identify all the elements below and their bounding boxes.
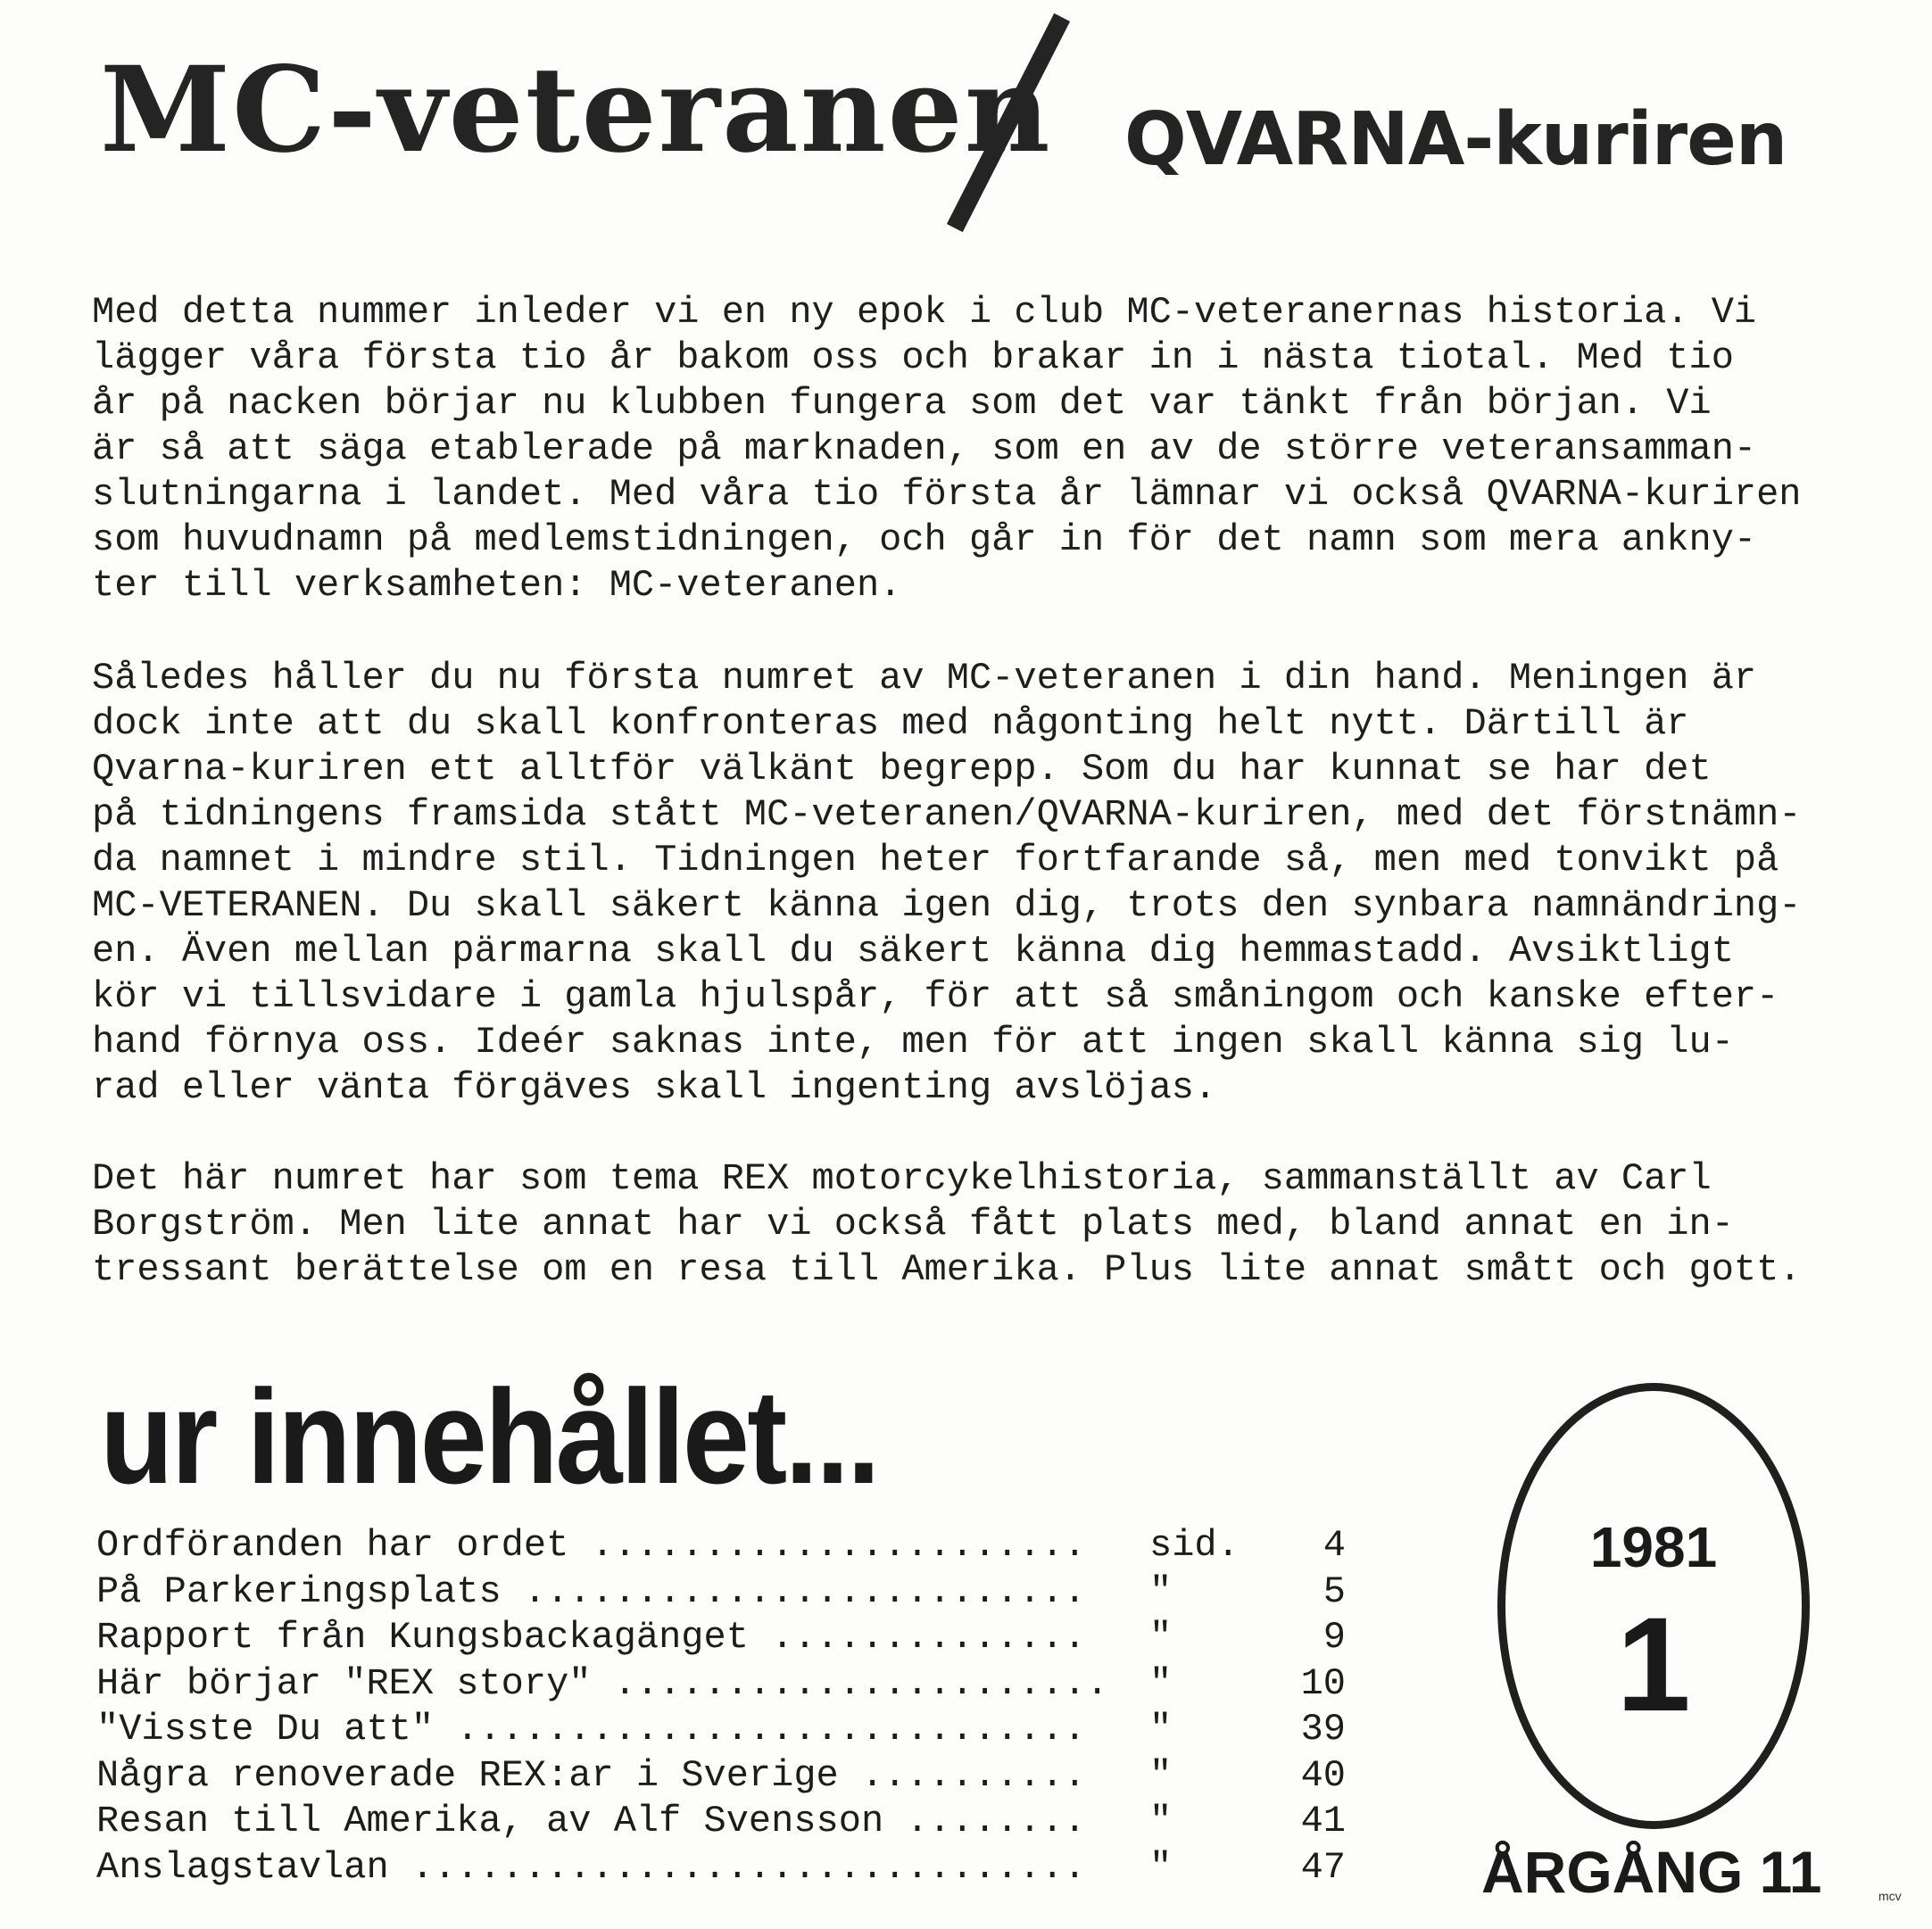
table-of-contents bbox=[96, 1524, 1346, 1892]
toc-row bbox=[96, 1524, 1346, 1570]
toc-title: Här börjar "REX story" ...................... bbox=[96, 1661, 1109, 1705]
toc-sid: " bbox=[1149, 1569, 1173, 1613]
masthead-title: MC-veteranen bbox=[100, 41, 1052, 179]
toc-title: Rapport från Kungsbackagänget .............. bbox=[96, 1616, 1086, 1659]
contents-heading: ur innehållet... bbox=[100, 1362, 878, 1511]
toc-row bbox=[96, 1846, 1346, 1892]
toc-sid: sid. bbox=[1149, 1524, 1240, 1567]
toc-title: "Visste Du att" ............................ bbox=[96, 1708, 1086, 1751]
toc-sid: " bbox=[1149, 1708, 1173, 1751]
toc-row bbox=[96, 1800, 1346, 1846]
intro-paragraph-1: Med detta nummer inleder vi en ny epok i club MC-veteranernas historia. Vi lägger våra första tio år bakom oss och brakar in i nästa tiotal. Med tio år på nacken börjar nu klubben fungera som det var tänkt från början. Vi är så att säga etablerade på marknaden, som en av de större veteransamman- slutningarna i landet. Med våra tio första år lämnar vi också QVARNA-kuriren som huvudnamn på medlemstidningen, och går in för det namn som mera ankny- ter till verksamheten: MC-veteranen. bbox=[92, 291, 1802, 607]
issue-year: 1981 bbox=[1589, 1515, 1718, 1579]
toc-sid: " bbox=[1149, 1845, 1173, 1889]
toc-title: Ordföranden har ordet ...................... bbox=[96, 1524, 1086, 1567]
toc-page: 10 bbox=[1300, 1661, 1346, 1705]
toc-page: 41 bbox=[1300, 1800, 1346, 1842]
toc-row bbox=[96, 1708, 1346, 1754]
toc-row bbox=[96, 1754, 1346, 1801]
toc-page: 39 bbox=[1300, 1708, 1346, 1751]
toc-title: På Parkeringsplats ......................... bbox=[96, 1569, 1086, 1613]
toc-title: Några renoverade REX:ar i Sverige .......... bbox=[96, 1753, 1086, 1797]
toc-row bbox=[96, 1616, 1346, 1662]
toc-page: 47 bbox=[1300, 1845, 1346, 1889]
toc-title: Resan till Amerika, av Alf Svensson ........ bbox=[96, 1800, 1086, 1842]
volume-label: ÅRGÅNG 11 bbox=[1481, 1839, 1822, 1905]
toc-sid: " bbox=[1149, 1661, 1173, 1705]
toc-page: 5 bbox=[1323, 1569, 1346, 1613]
toc-page: 9 bbox=[1323, 1616, 1346, 1659]
toc-row bbox=[96, 1570, 1346, 1617]
toc-sid: " bbox=[1149, 1753, 1173, 1797]
masthead-subtitle: QVARNA-kuriren bbox=[1124, 97, 1787, 182]
toc-title: Anslagstavlan .............................. bbox=[96, 1845, 1086, 1889]
intro-paragraph-2: Således håller du nu första numret av MC-veteranen i din hand. Meningen är dock inte att du skall konfronteras med någonting helt nytt. Därtill är Qvarna-kuriren ett alltför välkänt begrepp. Som du har kunnat se har det på tidningens framsida stått MC-veteranen/QVARNA-kuriren, med det förstnämn- da namnet i mindre stil. Tidningen heter fortfarande så, men med tonvikt på MC-VETERANEN. Du skall säkert känna igen dig, trots den synbara namnändring- en. Även mellan pärmarna skall du säkert känna dig hemmastadd. Avsiktligt kör vi tillsvidare i gamla hjulspår, för att så småningom och kanske efter- hand förnya oss. Ideér saknas inte, men för att ingen skall känna sig lu- rad eller vänta förgäves skall ingenting avslöjas. bbox=[92, 657, 1802, 1109]
toc-row bbox=[96, 1662, 1346, 1709]
intro-paragraph-3: Det här numret har som tema REX motorcykelhistoria, sammanställt av Carl Borgström. Men lite annat har vi också fått plats med, bland annat en in- tressant berättelse om en resa till Amerika. Plus lite annat smått och gott. bbox=[92, 1157, 1802, 1291]
issue-number: 1 bbox=[1616, 1589, 1691, 1739]
toc-sid: " bbox=[1149, 1616, 1173, 1659]
footer-tag: mcv bbox=[1878, 1889, 1902, 1903]
toc-page: 40 bbox=[1300, 1753, 1346, 1797]
toc-page: 4 bbox=[1323, 1524, 1346, 1567]
toc-sid: " bbox=[1149, 1800, 1173, 1842]
